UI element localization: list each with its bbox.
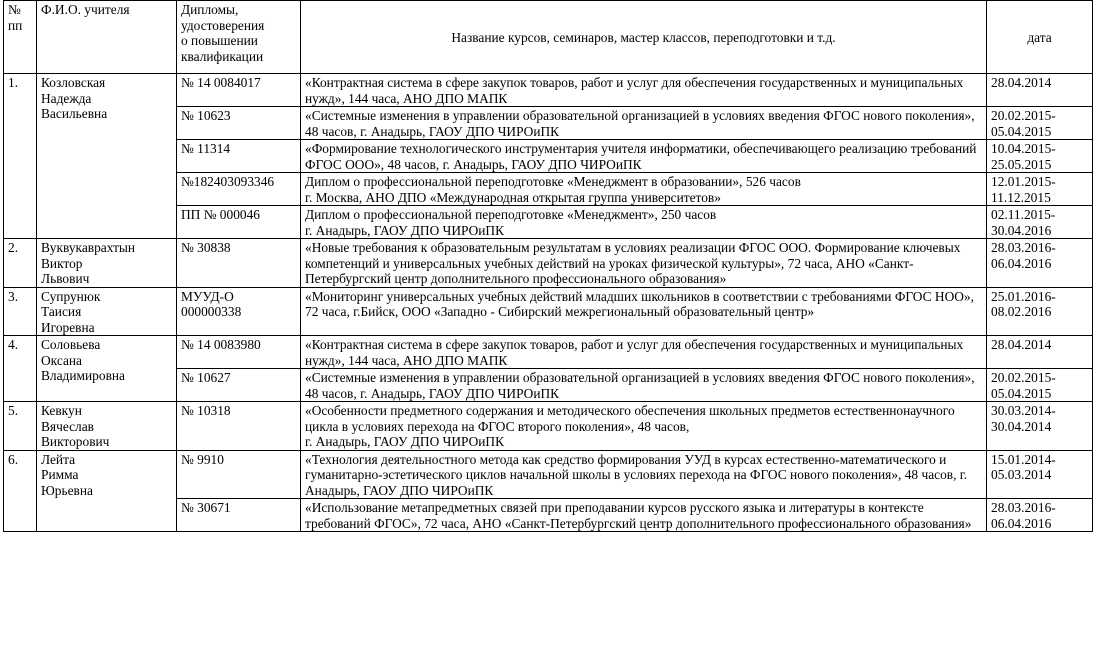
course-date: 28.03.2016- 06.04.2016 (987, 499, 1093, 532)
table-row (4, 239, 1093, 288)
course-date: 02.11.2015- 30.04.2016 (987, 206, 1093, 239)
course-title: «Технология деятельностного метода как средство формирования УУД в курсах естественно-математического и гуманитарно-эстетического циклов начальной школы в условиях перехода на ФГОС нового поколения», 48 часов, г. Анадырь, ГАОУ ДПО ЧИРОиПК (301, 450, 987, 499)
table-row (4, 450, 1093, 499)
row-num: 3. (4, 287, 37, 336)
course-date: 25.01.2016- 08.02.2016 (987, 287, 1093, 336)
header-num: № пп (4, 1, 37, 74)
diploma-number: МУУД-О 000000338 (177, 287, 301, 336)
course-date: 28.04.2014 (987, 336, 1093, 369)
diploma-number: № 14 0083980 (177, 336, 301, 369)
course-title: Диплом о профессиональной переподготовке «Менеджмент в образовании», 526 часов г. Москва, АНО ДПО «Международная открытая группа университетов» (301, 173, 987, 206)
course-title: «Новые требования к образовательным результатам в условиях реализации ФГОС ООО. Формирование ключевых компетенций и универсальных учебных действий на уроках физической культуры», 72 часа, АНО «Санкт-Петербургский центр дополнительного профессионального образования» (301, 239, 987, 288)
table-row (4, 287, 1093, 336)
diploma-number: № 30838 (177, 239, 301, 288)
course-date: 20.02.2015- 05.04.2015 (987, 369, 1093, 402)
diploma-number: № 10627 (177, 369, 301, 402)
header-course: Название курсов, семинаров, мастер классов, переподготовки и т.д. (301, 1, 987, 74)
teacher-name: Лейта Римма Юрьевна (37, 450, 177, 532)
row-num: 4. (4, 336, 37, 402)
course-title: Диплом о профессиональной переподготовке «Менеджмент», 250 часов г. Анадырь, ГАОУ ДПО ЧИРОиПК (301, 206, 987, 239)
diploma-number: № 9910 (177, 450, 301, 499)
course-title: «Мониторинг универсальных учебных действий младших школьников в соответствии с требованиями ФГОС НОО», 72 часа, г.Бийск, ООО «Западно - Сибирский межрегиональный образовательный центр» (301, 287, 987, 336)
course-title: «Системные изменения в управлении образовательной организацией в условиях введения ФГОС нового поколения», 48 часов, г. Анадырь, ГАОУ ДПО ЧИРОиПК (301, 107, 987, 140)
course-title: «Контрактная система в сфере закупок товаров, работ и услуг для обеспечения государственных и муниципальных нужд», 144 часа, АНО ДПО МАПК (301, 74, 987, 107)
header-row (4, 1, 1093, 74)
table-row (4, 74, 1093, 107)
course-title: «Системные изменения в управлении образовательной организацией в условиях введения ФГОС нового поколения», 48 часов, г. Анадырь, ГАОУ ДПО ЧИРОиПК (301, 369, 987, 402)
course-title: «Контрактная система в сфере закупок товаров, работ и услуг для обеспечения государственных и муниципальных нужд», 144 часа, АНО ДПО МАПК (301, 336, 987, 369)
table-row (4, 402, 1093, 451)
teacher-name: Соловьева Оксана Владимировна (37, 336, 177, 402)
document-page (3, 0, 1092, 532)
header-name: Ф.И.О. учителя (37, 1, 177, 74)
diploma-number: № 10318 (177, 402, 301, 451)
header-date: дата (987, 1, 1093, 74)
diploma-number: ПП № 000046 (177, 206, 301, 239)
course-title: «Использование метапредметных связей при преподавании курсов русского языка и литературы в контексте требований ФГОС», 72 часа, АНО «Санкт-Петербургский центр дополнительного профессионального образования» (301, 499, 987, 532)
qualification-table (3, 0, 1093, 532)
course-date: 28.03.2016- 06.04.2016 (987, 239, 1093, 288)
teacher-name: Козловская Надежда Васильевна (37, 74, 177, 239)
course-date: 10.04.2015- 25.05.2015 (987, 140, 1093, 173)
header-diploma: Дипломы, удостоверения о повышении квалификации (177, 1, 301, 74)
course-title: «Формирование технологического инструментария учителя информатики, обеспечивающего реализацию требований ФГОС ООО», 48 часов, г. Анадырь, ГАОУ ДПО ЧИРОиПК (301, 140, 987, 173)
course-date: 15.01.2014- 05.03.2014 (987, 450, 1093, 499)
course-date: 28.04.2014 (987, 74, 1093, 107)
course-date: 30.03.2014- 30.04.2014 (987, 402, 1093, 451)
diploma-number: № 10623 (177, 107, 301, 140)
row-num: 1. (4, 74, 37, 239)
diploma-number: № 14 0084017 (177, 74, 301, 107)
teacher-name: Вуквукаврахтын Виктор Львович (37, 239, 177, 288)
diploma-number: №182403093346 (177, 173, 301, 206)
row-num: 2. (4, 239, 37, 288)
row-num: 6. (4, 450, 37, 532)
course-date: 20.02.2015- 05.04.2015 (987, 107, 1093, 140)
course-date: 12.01.2015- 11.12.2015 (987, 173, 1093, 206)
diploma-number: № 11314 (177, 140, 301, 173)
teacher-name: Супрунюк Таисия Игоревна (37, 287, 177, 336)
row-num: 5. (4, 402, 37, 451)
course-title: «Особенности предметного содержания и методического обеспечения школьных предметов естественнонаучного цикла в условиях перехода на ФГОС второго поколения», 48 часов, г. Анадырь, ГАОУ ДПО ЧИРОиПК (301, 402, 987, 451)
teacher-name: Кевкун Вячеслав Викторович (37, 402, 177, 451)
diploma-number: № 30671 (177, 499, 301, 532)
table-row (4, 336, 1093, 369)
